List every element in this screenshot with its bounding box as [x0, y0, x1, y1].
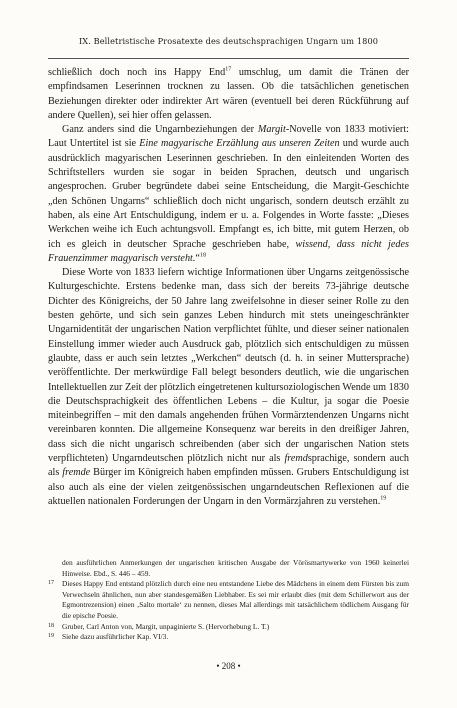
- footnote-continuation: den ausführlichen Anmerkungen der ungarischen kritischen Ausgabe der Vörösmartywerke von 1960 keinerlei Hinweise. Ebd., S. 446 – 459.: [62, 558, 409, 578]
- page-number: • 208 •: [216, 661, 241, 671]
- footnote-text: Siehe dazu ausführlicher Kap. VI/3.: [62, 632, 169, 642]
- footnotes: [48, 558, 409, 643]
- footnote-18: [48, 622, 409, 633]
- footnote-17: [48, 579, 409, 621]
- footnote-number: 19: [48, 633, 54, 640]
- footnote-19: [48, 632, 409, 643]
- footnote-text: Gruber, Carl Anton von, Margit, unpaginierte S. (Hervorhebung L. T.): [62, 621, 270, 631]
- footnote-number: 17: [48, 580, 54, 587]
- main-text: [48, 66, 409, 509]
- paragraph-3: Diese Worte von 1833 liefern wichtige Informationen über Ungarns zeitgenössische Kulturgeschichte. Erstens bedenke man, dass sich der bereits 73-jährige deutsche Dichter des Königreichs, der 50 Jahre lang zweifelsohne in dieser seiner Rolle zu den besten gehörte, und sich sein ganzes Leben hindurch mit stets uneingeschränkter Ungarnidentität der ungarischen Nation verpflichtet fühlte, und dieser seiner nationalen Einstellung immer wieder auch Ausdruck gab, plötzlich sich entschuldigen zu müssen glaubte, dass er auch sein letztes „Werkchen“ deutsch (d. h. in seiner Muttersprache) veröffentlichte. Der merkwürdige Fall belegt besonders deutlich, wie die ungarischen Intellektuellen zur Zeit der plötzlich eingetretenen kultursoziologischen Wende um 1830 die Deutschsprachigkeit des öffentlichen Lebens – die Kultur, ja sogar die Poesie miteinbegriffen – mit den damals angehenden frühen Vormärztendenzen Ungarns nicht vereinbaren konnten. Die allgemeine Konsequenz war bereits in den dreißiger Jahren, dass sich die nicht ungarisch schreibenden (aber sich der ungarischen Nation stets verpflichteten) Ungarndeutschen plötzlich nicht nur als fremdsprachige, sondern auch als fremde Bürger im Königreich haben empfinden müssen. Grubers Entschuldigung ist also auch als eine der vielen zeitgenössischen ungarndeutschen Reflexionen auf die aktuellen nationalen Forderungen der Ungarn in den Vormärzjahren zu verstehen.$^{19}$: [48, 267, 409, 507]
- header-rule: [48, 58, 409, 59]
- footnote-ref-18[interactable]: 18: [199, 252, 206, 259]
- footnote-ref-17[interactable]: 17: [225, 66, 232, 73]
- paragraph-2: Ganz anders sind die Ungarnbeziehungen der Margit-Novelle von 1833 motiviert: Laut Untertitel ist sie Eine magyarische Erzählung aus unseren Zeiten und wurde auch ausdrücklich magyarischen Leserinnen geschrieben. In den einleitenden Worten des Schriftstellers wurden sie sogar in beiden Sprachen, deutsch und ungarisch angesprochen. Gruber begründete dabei seine Entscheidung, die Margit-Geschichte „den Schönen Ungarns“ schließlich doch nicht ungarisch, sondern deutsch erzählt zu haben, als eine Art Entschuldigung, indem er u. a. Folgendes in Worte fasste: „Dieses Werkchen weihe ich Euch achtungsvoll. Empfangt es, ich bitte, mit gutem Herzen, ob ich es gleich in deutscher Sprache geschrieben habe, wissend, dass nicht jedes Frauenzimmer magyarisch versteht.“$^{18}$: [48, 124, 409, 264]
- footnote-ref-19[interactable]: 19: [380, 495, 387, 502]
- paragraph-1: schließlich doch noch ins Happy End$^{17}$ umschlug, um damit die Tränen der empfindsamen Leserinnen trocknen zu lassen. Ob die tatsächlichen genetischen Beziehungen direkter oder indirekter Art wären (eventuell bei deren Rückführung auf andere Quellen), sei hier offen gelassen.: [48, 66, 410, 121]
- footnote-text: Dieses Happy End entstand plötzlich durch eine neu entstandene Liebe des Mädchens in einem dem Fürsten bis zum Verwechseln ähnlichen, nun aber standesgemäßen Liebhaber. Es sei mir erlaubt dies (mit dem Schillerwort aus der Egmontrezension) einen ‚Salto mortale‘ zu nennen, dieses Mal allerdings mit tatsächlichem tödlichem Ausgang für die epische Poesie.: [62, 579, 409, 620]
- running-header: IX. Belletristische Prosatexte des deutschsprachigen Ungarn um 1800: [78, 36, 379, 46]
- footnote-number: 18: [48, 622, 54, 629]
